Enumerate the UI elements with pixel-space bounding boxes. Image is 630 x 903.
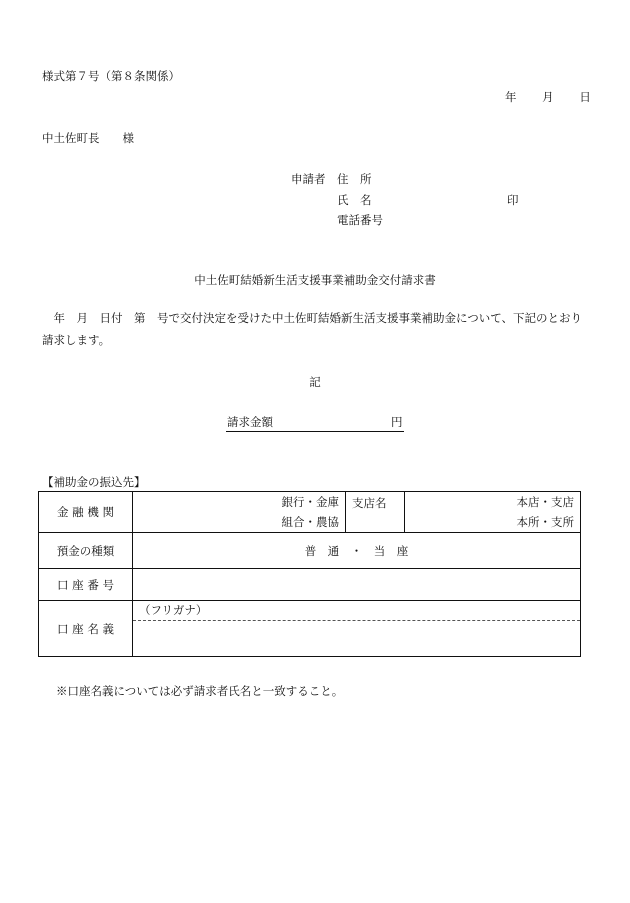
institution-row (39, 492, 581, 533)
furigana-label: （フリガナ） (133, 601, 580, 621)
date-line (505, 89, 591, 105)
branch-line-1: 本店・支店 (516, 495, 574, 509)
addressee: 中土佐町長 様 (42, 131, 134, 145)
date-day: 日 (579, 90, 591, 104)
account-number-row (39, 569, 581, 601)
seal-mark: 印 (507, 193, 519, 207)
account-name-cell[interactable] (133, 601, 581, 657)
transfer-heading: 【補助金の振込先】 (42, 475, 146, 489)
branch-line-2: 本所・支所 (516, 515, 574, 529)
bank-transfer-table (38, 491, 581, 657)
note-text: ※口座名義については必ず請求者氏名と一致すること。 (56, 684, 344, 698)
bank-line-1: 銀行・金庫 (281, 495, 339, 509)
deposit-label: 預金の種類 (39, 533, 133, 569)
phone-label: 電話番号 (337, 213, 383, 227)
name-label: 氏 名 (337, 193, 372, 207)
institution-label: 金 融 機 関 (39, 492, 133, 533)
branch-type-cell[interactable] (405, 492, 581, 533)
form-number: 様式第７号（第８条関係） (42, 69, 180, 83)
deposit-type-value[interactable]: 普 通 ・ 当 座 (133, 533, 581, 569)
account-number-label: 口 座 番 号 (39, 569, 133, 601)
date-month: 月 (542, 90, 554, 104)
account-number-field[interactable] (133, 569, 581, 601)
bank-type-cell[interactable] (133, 492, 346, 533)
date-year: 年 (505, 90, 517, 104)
deposit-row (39, 533, 581, 569)
applicant-label: 申請者 (291, 172, 326, 186)
request-body-text: 年 月 日付 第 号で交付決定を受けた中土佐町結婚新生活支援事業補助金について、下記のとおり請求します。 (42, 311, 583, 347)
account-name-label: 口 座 名 義 (39, 601, 133, 657)
address-label: 住 所 (337, 172, 372, 186)
bank-line-2: 組合・農協 (281, 515, 339, 529)
page-title: 中土佐町結婚新生活支援事業補助金交付請求書 (194, 273, 436, 287)
account-name-row (39, 601, 581, 657)
ki-heading: 記 (309, 375, 321, 389)
branch-label: 支店名 (346, 492, 405, 533)
amount-unit: 円 (391, 415, 403, 429)
amount-label: 請求金額 (227, 415, 273, 429)
